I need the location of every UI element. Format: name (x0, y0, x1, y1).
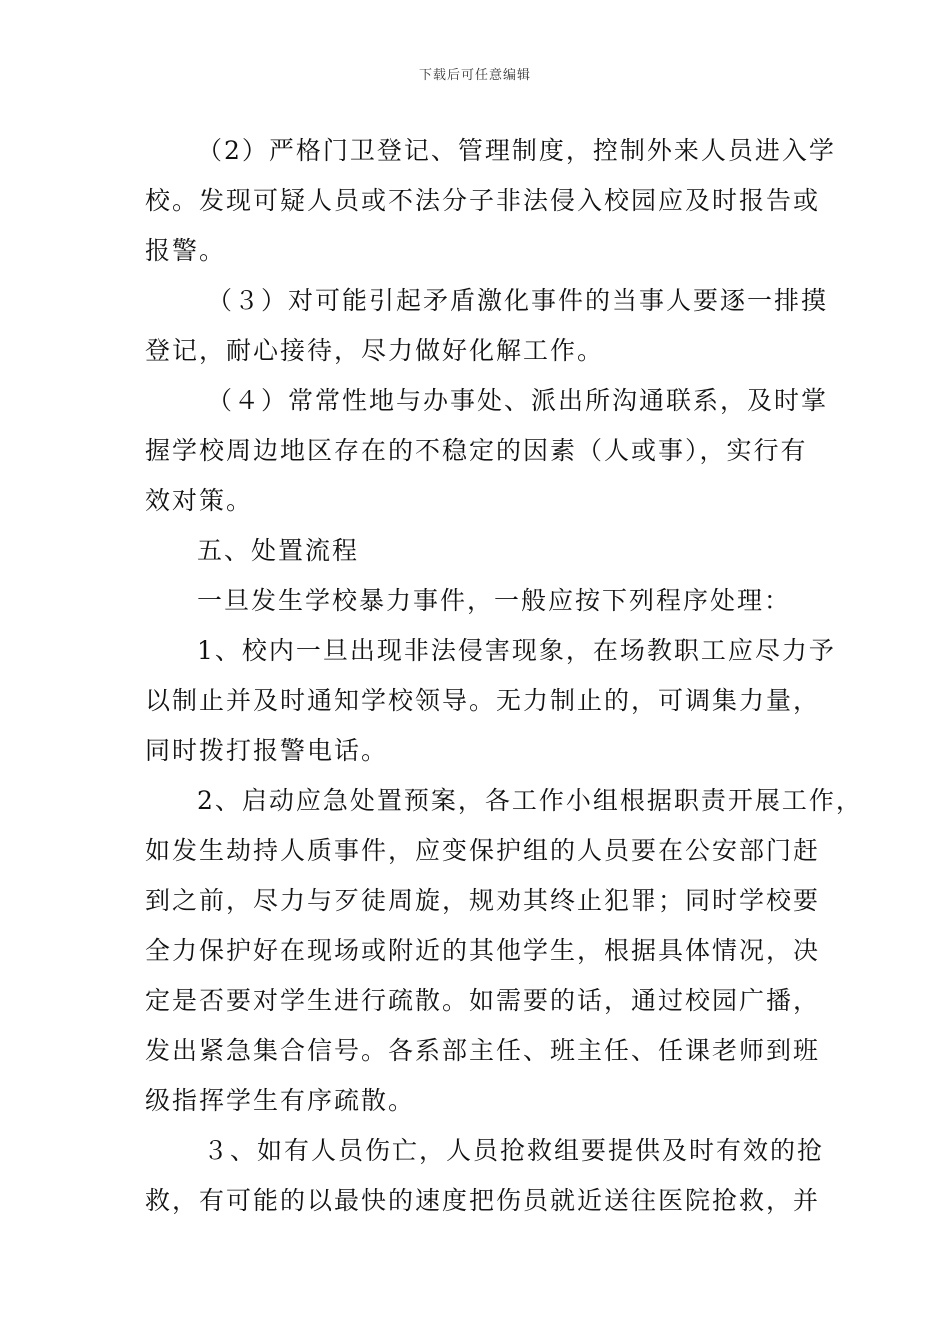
paragraph-gate-registration (145, 126, 836, 276)
text-line: （３）对可能引起矛盾激化事件的当事人要逐一排摸 (207, 286, 829, 315)
text-line: 登记，耐心接待，尽力做好化解工作。 (145, 336, 605, 365)
paragraph-procedure-intro (145, 576, 815, 626)
text-line: 五、处置流程 (197, 536, 360, 565)
text-line: 如发生劫持人质事件，应变保护组的人员要在公安部门赶 (145, 836, 821, 865)
text-line: 效对策。 (145, 486, 254, 515)
section-heading-procedure (145, 526, 815, 576)
text-line: 全力保护好在现场或附近的其他学生，根据具体情况，决 (145, 936, 821, 965)
text-line: 1、校内一旦出现非法侵害现象，在场教职工应尽力予 (197, 636, 836, 665)
paragraph-liaison (145, 376, 829, 526)
text-line: 报警。 (145, 236, 227, 265)
paragraph-conflict-registration (145, 276, 829, 376)
text-line: 以制止并及时通知学校领导。无力制止的，可调集力量， (145, 686, 821, 715)
text-line: 2、启动应急处置预案，各工作小组根据职责开展工作， (197, 786, 863, 815)
text-line: （2）严格门卫登记、管理制度，控制外来人员进入学 (197, 136, 836, 165)
document-body (145, 126, 863, 1226)
paragraph-step-2 (145, 776, 863, 1126)
text-line: 校。发现可疑人员或不法分子非法侵入校园应及时报告或 (145, 186, 821, 215)
text-line: ３、如有人员伤亡，人员抢救组要提供及时有效的抢 (203, 1136, 825, 1165)
text-line: 级指挥学生有序疏散。 (145, 1086, 416, 1115)
text-line: （４）常常性地与办事处、派出所沟通联系，及时掌 (207, 386, 829, 415)
text-line: 救，有可能的以最快的速度把伤员就近送往医院抢救，并 (145, 1186, 821, 1215)
paragraph-step-3 (145, 1126, 825, 1226)
text-line: 到之前，尽力与歹徒周旋，规劝其终止犯罪；同时学校要 (145, 886, 821, 915)
paragraph-step-1 (145, 626, 836, 776)
text-line: 定是否要对学生进行疏散。如需要的话，通过校园广播， (145, 986, 821, 1015)
text-line: 发出紧急集合信号。各系部主任、班主任、任课老师到班 (145, 1036, 821, 1065)
text-line: 同时拨打报警电话。 (145, 736, 389, 765)
page-header-note: 下载后可任意编辑 (418, 68, 531, 83)
text-line: 一旦发生学校暴力事件，一般应按下列程序处理： (197, 586, 792, 615)
text-line: 握学校周边地区存在的不稳定的因素（人或事），实行有 (145, 436, 808, 465)
